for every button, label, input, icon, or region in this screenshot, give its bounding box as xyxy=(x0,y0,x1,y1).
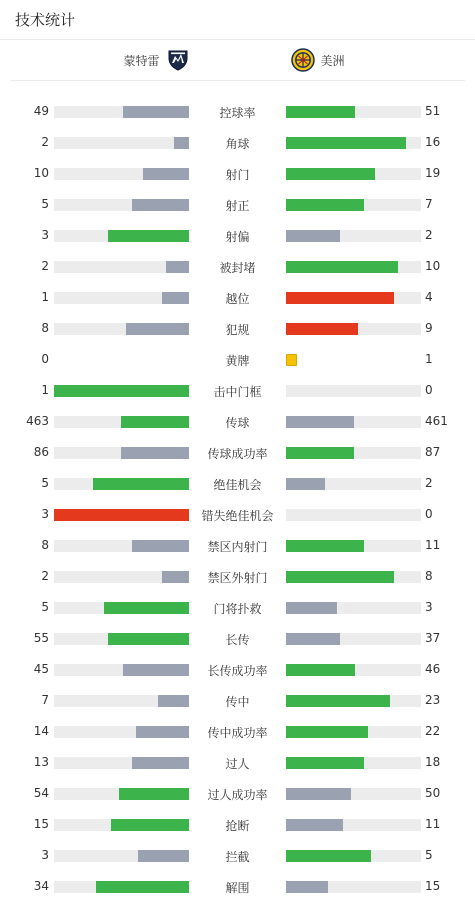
stat-label: 长传成功率 xyxy=(207,664,268,678)
stat-bar-home-fill xyxy=(121,416,189,428)
team-away[interactable] xyxy=(291,48,345,72)
stat-row xyxy=(0,685,475,716)
stat-row xyxy=(0,158,475,189)
stat-away-value: 10 xyxy=(425,259,441,273)
stat-bar-home-track xyxy=(54,571,189,583)
stat-away-value: 2 xyxy=(425,228,433,242)
stat-bar-away-fill xyxy=(286,261,398,273)
stat-row xyxy=(0,468,475,499)
stat-bar-away-track xyxy=(286,509,421,521)
stat-home-value: 14 xyxy=(33,724,49,738)
stat-home-value: 0 xyxy=(41,352,49,366)
stat-bar-home-track xyxy=(54,385,189,397)
stat-label: 拦截 xyxy=(225,850,250,864)
stat-bar-home-track xyxy=(54,292,189,304)
stat-bar-away-fill xyxy=(286,292,394,304)
stat-home-value: 3 xyxy=(41,848,49,862)
stat-label: 抢断 xyxy=(225,819,250,833)
stat-away-value: 18 xyxy=(425,755,441,769)
stat-bar-home-track xyxy=(54,881,189,893)
stat-row xyxy=(0,96,475,127)
stat-bar-away-track xyxy=(286,540,421,552)
stat-bar-away-track xyxy=(286,850,421,862)
stat-away-value: 50 xyxy=(425,786,441,800)
stat-bar-home-fill xyxy=(119,788,189,800)
stat-home-value: 5 xyxy=(41,600,49,614)
stat-away-value: 11 xyxy=(425,817,441,831)
stat-away-value: 37 xyxy=(425,631,441,645)
stat-away-value: 22 xyxy=(425,724,441,738)
stat-home-value: 10 xyxy=(33,166,49,180)
stat-home-value: 2 xyxy=(41,569,49,583)
stat-row xyxy=(0,654,475,685)
section-title: 技术统计 xyxy=(15,11,76,29)
stat-home-value: 1 xyxy=(41,290,49,304)
stat-row xyxy=(0,437,475,468)
stat-bar-away-track xyxy=(286,261,421,273)
monterrey-crest-icon xyxy=(166,48,190,72)
stat-bar-home-track xyxy=(54,664,189,676)
stat-bar-away-fill xyxy=(286,788,351,800)
stat-bar-home-track xyxy=(54,509,189,521)
stat-bar-away-fill xyxy=(286,323,358,335)
stat-bar-away-track xyxy=(286,137,421,149)
stat-label: 射门 xyxy=(225,168,250,182)
stat-bar-away-fill xyxy=(286,850,371,862)
stat-home-value: 13 xyxy=(33,755,49,769)
stat-bar-home-track xyxy=(54,819,189,831)
stat-row xyxy=(0,530,475,561)
stat-away-value: 16 xyxy=(425,135,441,149)
stat-bar-away-track xyxy=(286,168,421,180)
stat-label: 击中门框 xyxy=(213,385,262,399)
stat-bar-home-track xyxy=(54,106,189,118)
stat-bar-home-fill xyxy=(108,230,189,242)
stat-home-value: 34 xyxy=(33,879,49,893)
stat-row xyxy=(0,189,475,220)
stat-label: 角球 xyxy=(225,137,250,151)
stat-away-value: 461 xyxy=(425,414,448,428)
stat-row xyxy=(0,778,475,809)
stat-row xyxy=(0,406,475,437)
stat-bar-home-fill xyxy=(104,602,189,614)
stat-home-value: 5 xyxy=(41,476,49,490)
stat-bar-away-track xyxy=(286,819,421,831)
stat-bar-away-fill xyxy=(286,819,343,831)
stat-home-value: 86 xyxy=(33,445,49,459)
stat-bar-home-track xyxy=(54,788,189,800)
stat-bar-away-fill xyxy=(286,137,406,149)
stat-label: 射偏 xyxy=(225,230,250,244)
stat-bar-away-track xyxy=(286,602,421,614)
stat-bar-away-fill xyxy=(286,881,328,893)
stat-bar-away-track xyxy=(286,292,421,304)
stat-bar-home-fill xyxy=(138,850,189,862)
stat-bar-away-fill xyxy=(286,633,340,645)
team-home[interactable] xyxy=(123,48,189,72)
stat-bar-home-track xyxy=(54,850,189,862)
stat-bar-away-fill xyxy=(286,416,354,428)
stat-bar-away-fill xyxy=(286,602,337,614)
stat-bar-home-fill xyxy=(136,726,189,738)
stat-bar-home-fill xyxy=(132,199,189,211)
stat-row xyxy=(0,499,475,530)
stat-away-value: 23 xyxy=(425,693,441,707)
stat-bar-home-track xyxy=(54,757,189,769)
stat-bar-home-track xyxy=(54,261,189,273)
stat-bar-away-fill xyxy=(286,726,368,738)
stat-label: 射正 xyxy=(225,199,250,213)
stat-bar-away-fill xyxy=(286,757,364,769)
stat-bar-away-track xyxy=(286,230,421,242)
stat-away-value: 0 xyxy=(425,383,433,397)
stat-row xyxy=(0,127,475,158)
stat-home-value: 55 xyxy=(33,631,49,645)
stat-bar-away-track xyxy=(286,416,421,428)
team-home-name: 蒙特雷 xyxy=(123,53,160,68)
stat-away-value: 51 xyxy=(425,104,441,118)
stat-bar-home-fill xyxy=(96,881,189,893)
club-america-crest-icon xyxy=(291,48,315,72)
stat-away-value: 11 xyxy=(425,538,441,552)
stat-bar-away-track xyxy=(286,478,421,490)
stat-label: 控球率 xyxy=(219,106,256,120)
stat-label: 错失绝佳机会 xyxy=(201,509,274,523)
stat-label: 传球 xyxy=(225,416,250,430)
stat-home-value: 2 xyxy=(41,259,49,273)
stat-home-value: 15 xyxy=(33,817,49,831)
stat-away-value: 19 xyxy=(425,166,441,180)
stat-bar-home-track xyxy=(54,416,189,428)
stat-row xyxy=(0,375,475,406)
stat-bar-away-track xyxy=(286,633,421,645)
stat-bar-away-track xyxy=(286,323,421,335)
stat-row xyxy=(0,716,475,747)
stat-away-value: 46 xyxy=(425,662,441,676)
stat-bar-away-track xyxy=(286,571,421,583)
stat-bar-home-fill xyxy=(54,509,189,521)
stat-bar-away-fill xyxy=(286,478,325,490)
stat-home-value: 1 xyxy=(41,383,49,397)
stat-home-value: 54 xyxy=(33,786,49,800)
stat-label: 传中 xyxy=(225,695,250,709)
stat-home-value: 5 xyxy=(41,197,49,211)
stat-label: 过人成功率 xyxy=(207,788,268,802)
stat-away-value: 1 xyxy=(425,352,433,366)
stat-home-value: 8 xyxy=(41,321,49,335)
stat-row xyxy=(0,251,475,282)
stat-bar-home-track xyxy=(54,540,189,552)
stat-away-value: 9 xyxy=(425,321,433,335)
stat-bar-home-track xyxy=(54,602,189,614)
stat-bar-away-track xyxy=(286,788,421,800)
stat-row xyxy=(0,220,475,251)
stat-bar-away-fill xyxy=(286,447,354,459)
stat-bar-away-track xyxy=(286,726,421,738)
stat-bar-home-fill xyxy=(162,292,189,304)
stat-home-value: 45 xyxy=(33,662,49,676)
stat-bar-home-fill xyxy=(132,540,189,552)
stat-bar-home-track xyxy=(54,633,189,645)
stat-bar-home-fill xyxy=(132,757,189,769)
stat-bar-away-track xyxy=(286,199,421,211)
stat-home-value: 49 xyxy=(33,104,49,118)
stat-label: 黄牌 xyxy=(225,354,250,368)
stat-home-value: 3 xyxy=(41,228,49,242)
stat-away-value: 8 xyxy=(425,569,433,583)
stat-home-value: 2 xyxy=(41,135,49,149)
stat-label: 禁区内射门 xyxy=(207,540,268,554)
stat-bar-home-track xyxy=(54,168,189,180)
stat-away-value: 87 xyxy=(425,445,441,459)
stat-row xyxy=(0,840,475,871)
stat-bar-home-fill xyxy=(54,385,189,397)
stat-row xyxy=(0,592,475,623)
stat-row xyxy=(0,747,475,778)
stat-row xyxy=(0,313,475,344)
stat-label: 越位 xyxy=(225,292,250,306)
team-away-name: 美洲 xyxy=(320,53,345,68)
yellow-card-icon xyxy=(286,354,297,366)
stat-bar-home-fill xyxy=(123,664,189,676)
stat-bar-home-fill xyxy=(126,323,189,335)
stat-home-value: 7 xyxy=(41,693,49,707)
stat-bar-away-track xyxy=(286,664,421,676)
stat-bar-home-track xyxy=(54,695,189,707)
stat-bar-away-track xyxy=(286,447,421,459)
stat-bar-away-fill xyxy=(286,540,364,552)
stat-bar-home-fill xyxy=(158,695,189,707)
stat-bar-away-fill xyxy=(286,168,375,180)
stat-bar-home-fill xyxy=(111,819,189,831)
stat-bar-away-fill xyxy=(286,695,390,707)
stat-away-value: 7 xyxy=(425,197,433,211)
stat-bar-home-fill xyxy=(162,571,189,583)
stat-bar-home-fill xyxy=(174,137,189,149)
stat-label: 绝佳机会 xyxy=(213,478,262,492)
stat-bar-home-track xyxy=(54,199,189,211)
stat-bar-home-track xyxy=(54,323,189,335)
stat-away-value: 0 xyxy=(425,507,433,521)
stat-away-value: 3 xyxy=(425,600,433,614)
teams-header xyxy=(10,40,465,81)
stat-row xyxy=(0,561,475,592)
stat-bar-away-fill xyxy=(286,664,355,676)
stat-away-value: 15 xyxy=(425,879,441,893)
stat-bar-home-fill xyxy=(108,633,189,645)
stat-row xyxy=(0,344,475,375)
stat-row xyxy=(0,809,475,840)
stat-bar-home-track xyxy=(54,137,189,149)
stat-bar-away-track xyxy=(286,385,421,397)
stat-home-value: 8 xyxy=(41,538,49,552)
stat-bar-home-track xyxy=(54,726,189,738)
stat-label: 过人 xyxy=(225,757,250,771)
stat-bar-home-fill xyxy=(143,168,189,180)
stat-bar-away-track xyxy=(286,881,421,893)
stat-label: 犯规 xyxy=(225,323,250,337)
stat-home-value: 463 xyxy=(26,414,49,428)
stat-away-value: 5 xyxy=(425,848,433,862)
stat-bar-home-fill xyxy=(93,478,189,490)
stat-away-value: 2 xyxy=(425,476,433,490)
stat-bar-away-track xyxy=(286,695,421,707)
stat-row xyxy=(0,282,475,313)
stat-bar-home-fill xyxy=(166,261,189,273)
stat-bar-away-fill xyxy=(286,106,355,118)
stat-bar-away-track xyxy=(286,757,421,769)
stat-label: 门将扑救 xyxy=(213,602,262,616)
stat-bar-home-track xyxy=(54,447,189,459)
stat-row xyxy=(0,623,475,654)
stat-label: 传中成功率 xyxy=(207,726,268,740)
stat-bar-home-fill xyxy=(121,447,189,459)
stat-row xyxy=(0,871,475,902)
stat-home-value: 3 xyxy=(41,507,49,521)
stat-label: 解围 xyxy=(225,881,250,895)
stat-label: 传球成功率 xyxy=(207,447,268,461)
stat-bar-away-fill xyxy=(286,571,394,583)
stat-label: 长传 xyxy=(225,633,250,647)
stat-label: 禁区外射门 xyxy=(207,571,268,585)
stat-bar-home-track xyxy=(54,478,189,490)
section-header xyxy=(0,0,475,40)
stat-bar-away-fill xyxy=(286,230,340,242)
stat-label: 被封堵 xyxy=(219,261,256,275)
stat-bar-home-fill xyxy=(123,106,189,118)
stat-away-value: 4 xyxy=(425,290,433,304)
stat-bar-away-fill xyxy=(286,199,364,211)
stat-bar-home-track xyxy=(54,230,189,242)
stat-bar-away-track xyxy=(286,106,421,118)
